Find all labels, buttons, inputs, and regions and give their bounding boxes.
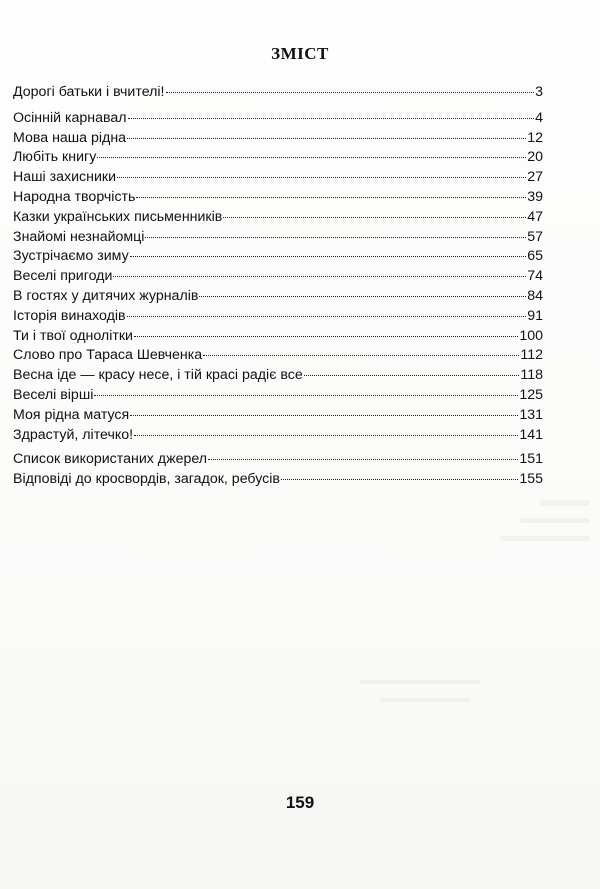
toc-entry[interactable] [13,188,543,208]
toc-entry[interactable] [13,470,543,490]
toc-entry-page: 20 [527,149,543,166]
toc-entry-page: 141 [519,426,543,443]
toc-entry-page: 4 [535,109,543,126]
toc-entry-title: Слово про Тараса Шевченка [13,347,203,364]
toc-entry-page: 47 [527,208,543,225]
toc-entry-page: 39 [527,188,543,205]
show-through-mark [500,536,590,541]
dot-leader [208,459,518,460]
dot-leader [128,118,535,119]
toc-entry-title: Народна творчість [13,188,136,205]
toc-entry-page: 151 [519,451,543,468]
toc-entry-page: 91 [527,307,543,324]
toc-entry-page: 112 [520,347,543,364]
dot-leader [130,256,527,257]
dot-leader [281,479,518,480]
page-number: 159 [285,793,315,812]
toc-entry-page: 65 [527,248,543,265]
toc-entry-title: Знайомі незнайомці [13,228,145,245]
dot-leader [130,415,518,416]
toc-entry-title: Відповіді до кросвордів, загадок, ребусів [13,471,280,488]
toc-entry[interactable] [13,450,543,470]
dot-leader [117,177,526,178]
dot-leader [136,197,526,198]
dot-leader [94,395,518,396]
toc-entry-page: 118 [520,367,543,384]
toc-entry-title: Любіть книгу [13,149,97,166]
dot-leader [304,375,520,376]
dot-leader [223,217,526,218]
toc-entry[interactable] [13,287,543,307]
toc-entry-title: Мова наша рідна [13,129,127,146]
toc-entry[interactable] [13,406,543,426]
toc-entry[interactable] [13,168,543,188]
toc-entry-title: Казки українських письменників [13,208,223,225]
dot-leader [134,435,518,436]
toc-entry[interactable] [13,307,543,327]
dot-leader [127,316,527,317]
dot-leader [199,296,526,297]
dot-leader [134,336,518,337]
toc-entry-page: 100 [519,327,543,344]
toc-entry-page: 27 [527,169,543,186]
toc-entry[interactable] [13,327,543,347]
toc-entry-title: Зустрічаємо зиму [13,248,129,265]
toc-entry[interactable] [13,386,543,406]
toc-entry[interactable] [13,148,543,168]
toc-entry[interactable] [13,267,543,287]
toc-entry[interactable] [13,426,543,446]
toc-entry[interactable] [13,83,543,103]
toc-entry[interactable] [13,247,543,267]
toc-entry-title: Ти і твої однолітки [13,327,133,344]
page-title: ЗМІСТ [271,44,329,63]
dot-leader [113,276,526,277]
show-through-mark [380,698,470,702]
toc-entry[interactable] [13,228,543,248]
show-through-mark [540,500,590,506]
dot-leader [145,237,526,238]
toc-entry-page: 57 [527,228,543,245]
show-through-mark [520,518,590,523]
toc-entry-page: 131 [519,406,543,423]
toc-entry[interactable] [13,366,543,386]
dot-leader [127,138,526,139]
show-through-mark [360,680,480,684]
dot-leader [166,92,535,93]
toc-entry-title: Моя рідна матуся [13,406,130,423]
toc-entry[interactable] [13,129,543,149]
toc-entry-title: Наші захисники [13,169,117,186]
toc-entry-title: Історія винаходів [13,307,126,324]
toc-entry-title: Список використаних джерел [13,451,208,468]
toc-entry-title: Веселі пригоди [13,268,113,285]
toc-entry[interactable] [13,208,543,228]
toc-entry-title: Здрастуй, літечко! [13,426,134,443]
dot-leader [97,157,526,158]
toc-entry-title: Весна іде — красу несе, і тій красі радіє все [13,367,303,384]
toc-entry-title: Дорогі батьки і вчителі! [13,84,165,100]
toc-entry-title: Осінній карнавал [13,109,127,126]
toc-entry[interactable] [13,346,543,366]
toc-entry-page: 155 [519,471,543,488]
toc-entry-page: 12 [527,129,543,146]
toc-entry-page: 3 [535,84,543,100]
table-of-contents [13,78,543,490]
toc-entry-page: 84 [527,287,543,304]
dot-leader [203,355,519,356]
toc-entry[interactable] [13,109,543,129]
toc-entry-page: 74 [527,268,543,285]
toc-entry-page: 125 [519,386,543,403]
toc-entry-title: В гостях у дитячих журналів [13,287,199,304]
toc-entry-title: Веселі вірші [13,386,94,403]
